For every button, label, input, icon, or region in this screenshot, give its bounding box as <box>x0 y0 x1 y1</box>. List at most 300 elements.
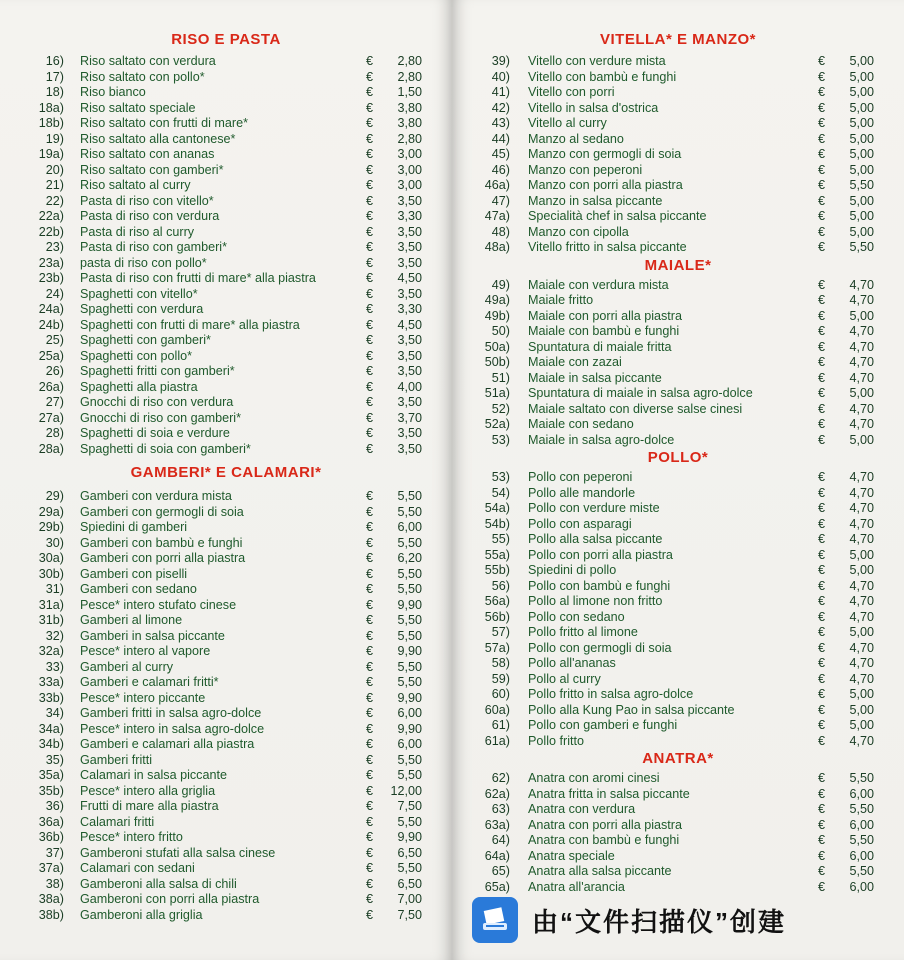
item-name: Calamari in salsa piccante <box>80 768 227 782</box>
item-number: 44) <box>491 131 510 146</box>
item-name: Anatra con verdura <box>528 802 636 816</box>
item-name: Pollo alle mandorle <box>528 485 636 500</box>
item-name: Vitello in salsa d'ostrica <box>528 100 659 115</box>
item-number: 63a) <box>484 817 510 832</box>
currency-symbol: € <box>818 324 826 338</box>
item-name: Spaghetti alla piastra <box>80 379 198 394</box>
item-price: 4,70 <box>849 640 874 655</box>
item-name: Pollo con germogli di soia <box>528 640 672 655</box>
item-number: 18b) <box>38 116 64 130</box>
item-number: 30b) <box>38 566 64 581</box>
menu-item <box>0 349 452 365</box>
menu-item <box>0 660 452 676</box>
menu-item <box>0 380 452 396</box>
currency-symbol: € <box>818 355 826 369</box>
menu-item <box>452 194 904 210</box>
item-number: 64) <box>491 833 510 847</box>
item-name: Spaghetti di soia con gamberi* <box>80 441 251 456</box>
item-number: 34a) <box>38 721 64 736</box>
menu-item <box>452 818 904 834</box>
currency-symbol: € <box>818 687 826 701</box>
menu-item <box>452 85 904 101</box>
currency-symbol: € <box>366 892 374 906</box>
item-number: 31a) <box>38 597 64 612</box>
item-number: 18) <box>45 85 64 99</box>
menu-section <box>452 30 904 256</box>
item-number: 34) <box>45 706 64 720</box>
item-price: 4,70 <box>849 401 874 416</box>
item-name: Gamberi con porri alla piastra <box>80 551 246 565</box>
currency-symbol: € <box>366 907 374 922</box>
currency-symbol: € <box>818 864 826 878</box>
item-number: 22) <box>45 193 64 208</box>
menu-item <box>0 722 452 738</box>
item-number: 29) <box>45 489 64 503</box>
menu-item <box>0 784 452 800</box>
item-price: 5,50 <box>397 582 422 596</box>
item-number: 38b) <box>38 907 64 922</box>
menu-item <box>0 163 452 179</box>
item-price: 5,00 <box>849 193 874 208</box>
menu-item <box>0 613 452 629</box>
item-price: 5,50 <box>397 566 422 581</box>
section-title: VITELLA* E MANZO* <box>599 31 756 48</box>
item-price: 4,70 <box>849 293 874 307</box>
currency-symbol: € <box>366 752 374 767</box>
menu-item <box>0 877 452 893</box>
item-price: 3,00 <box>397 178 422 192</box>
item-price: 5,00 <box>849 702 874 717</box>
menu-item <box>0 598 452 614</box>
item-name: Pollo con sedano <box>528 609 625 624</box>
item-number: 33a) <box>38 675 64 689</box>
item-price: 7,00 <box>397 892 422 906</box>
menu-item <box>0 426 452 442</box>
item-name: Pollo al limone non fritto <box>528 594 663 608</box>
currency-symbol: € <box>366 100 374 115</box>
item-number: 29b) <box>38 520 64 534</box>
currency-symbol: € <box>818 501 826 515</box>
currency-symbol: € <box>366 659 374 674</box>
currency-symbol: € <box>818 833 826 847</box>
item-price: 5,50 <box>849 802 874 816</box>
item-name: Pollo alla salsa piccante <box>528 532 663 546</box>
item-name: Manzo con cipolla <box>528 224 629 239</box>
item-number: 38a) <box>38 892 64 906</box>
menu-item <box>0 364 452 380</box>
item-number: 31) <box>45 582 64 596</box>
item-name: Calamari con sedani <box>80 861 195 875</box>
currency-symbol: € <box>366 348 374 363</box>
item-number: 36b) <box>38 830 64 844</box>
currency-symbol: € <box>366 597 374 612</box>
item-name: Spaghetti con pollo* <box>80 348 193 363</box>
currency-symbol: € <box>366 54 374 68</box>
item-number: 23) <box>45 240 64 254</box>
currency-symbol: € <box>366 799 374 813</box>
item-name: Riso saltato speciale <box>80 100 196 115</box>
item-price: 6,00 <box>849 848 874 863</box>
menu-item <box>452 209 904 225</box>
item-number: 25a) <box>38 348 64 363</box>
currency-symbol: € <box>366 255 374 270</box>
item-name: Riso saltato con pollo* <box>80 69 205 84</box>
item-number: 27) <box>45 395 64 409</box>
item-name: Gnocchi di riso con verdura <box>80 395 234 409</box>
item-name: Anatra con porri alla piastra <box>528 817 683 832</box>
menu-item <box>452 672 904 688</box>
item-number: 63) <box>491 802 510 816</box>
currency-symbol: € <box>366 441 374 456</box>
menu-item <box>0 489 452 505</box>
item-price: 4,70 <box>849 671 874 686</box>
item-price: 9,90 <box>397 690 422 705</box>
item-price: 5,50 <box>849 864 874 878</box>
menu-item <box>452 371 904 387</box>
menu-item <box>452 54 904 70</box>
item-name: Maiale in salsa agro-dolce <box>528 432 675 447</box>
item-name: Gamberi con piselli <box>80 566 188 581</box>
item-price: 6,20 <box>397 551 422 565</box>
item-number: 24) <box>45 286 64 301</box>
item-number: 60) <box>491 687 510 701</box>
menu-item <box>452 293 904 309</box>
item-price: 3,50 <box>397 333 422 347</box>
item-price: 5,00 <box>849 69 874 84</box>
menu-section <box>0 30 452 457</box>
currency-symbol: € <box>366 333 374 347</box>
currency-symbol: € <box>818 277 826 292</box>
item-price: 9,90 <box>397 644 422 658</box>
item-price: 4,70 <box>849 532 874 546</box>
item-price: 3,50 <box>397 426 422 440</box>
menu-item <box>452 355 904 371</box>
item-name: Pesce* intero in salsa agro-dolce <box>80 721 265 736</box>
currency-symbol: € <box>818 116 826 130</box>
currency-symbol: € <box>818 848 826 863</box>
item-price: 5,00 <box>849 432 874 447</box>
item-number: 55) <box>491 532 510 546</box>
watermark-text: 由“文件扫描仪”创建 <box>532 906 787 937</box>
item-price: 5,50 <box>397 535 422 550</box>
menu-item <box>452 687 904 703</box>
item-price: 5,00 <box>849 54 874 68</box>
menu-item <box>0 178 452 194</box>
item-price: 5,00 <box>849 308 874 323</box>
item-number: 56b) <box>484 609 510 624</box>
item-number: 18a) <box>38 100 64 115</box>
menu-item <box>452 833 904 849</box>
currency-symbol: € <box>366 224 374 239</box>
item-price: 3,50 <box>397 286 422 301</box>
currency-symbol: € <box>818 640 826 655</box>
item-name: Riso saltato al curry <box>80 178 191 192</box>
item-name: Spaghetti fritti con gamberi* <box>80 364 235 378</box>
item-number: 28a) <box>38 441 64 456</box>
item-price: 9,90 <box>397 830 422 844</box>
item-name: Gamberi e calamari alla piastra <box>80 737 255 751</box>
menu-item <box>452 278 904 294</box>
item-name: Manzo in salsa piccante <box>528 193 663 208</box>
item-name: Anatra alla salsa piccante <box>528 864 672 878</box>
item-name: Manzo con porri alla piastra <box>528 178 683 192</box>
item-number: 41) <box>491 85 510 99</box>
menu-item <box>0 815 452 831</box>
item-name: Specialità chef in salsa piccante <box>528 209 707 223</box>
item-price: 4,70 <box>849 609 874 624</box>
currency-symbol: € <box>818 563 826 577</box>
item-name: Riso saltato con frutti di mare* <box>80 116 248 130</box>
item-number: 39) <box>491 54 510 68</box>
menu-item <box>0 830 452 846</box>
currency-symbol: € <box>818 386 826 400</box>
item-number: 65) <box>491 864 510 878</box>
currency-symbol: € <box>366 178 374 192</box>
currency-symbol: € <box>818 293 826 307</box>
item-number: 53) <box>491 432 510 447</box>
item-price: 3,50 <box>397 240 422 254</box>
menu-item <box>0 256 452 272</box>
item-number: 33b) <box>38 690 64 705</box>
item-name: Manzo con peperoni <box>528 162 643 177</box>
item-name: Maiale in salsa piccante <box>528 370 662 385</box>
item-name: Pollo con asparagi <box>528 516 632 531</box>
item-price: 6,00 <box>849 786 874 801</box>
currency-symbol: € <box>818 193 826 208</box>
item-number: 24a) <box>38 302 64 316</box>
item-price: 3,00 <box>397 147 422 161</box>
menu-item <box>0 768 452 784</box>
item-number: 46a) <box>484 178 510 192</box>
currency-symbol: € <box>818 417 826 431</box>
item-name: pasta di riso con pollo* <box>80 255 207 270</box>
item-number: 38) <box>45 876 64 891</box>
menu-item <box>452 563 904 579</box>
menu-item <box>452 703 904 719</box>
item-name: Spaghetti con gamberi* <box>80 333 211 347</box>
item-name: Pollo all'ananas <box>528 656 616 670</box>
menu-item <box>452 864 904 880</box>
menu-item <box>0 846 452 862</box>
item-price: 3,70 <box>397 410 422 425</box>
item-price: 5,00 <box>849 386 874 400</box>
item-price: 3,80 <box>397 116 422 130</box>
item-name: Spaghetti di soia e verdure <box>80 426 230 440</box>
menu-item <box>452 610 904 626</box>
item-name: Spuntatura di maiale fritta <box>528 339 672 354</box>
item-name: Pasta di riso con gamberi* <box>80 240 227 254</box>
menu-item <box>452 225 904 241</box>
item-name: Anatra con bambù e funghi <box>528 833 680 847</box>
item-number: 42) <box>491 100 510 115</box>
item-number: 62) <box>491 771 510 785</box>
menu-item <box>0 302 452 318</box>
menu-item <box>0 737 452 753</box>
item-name: Gamberi fritti in salsa agro-dolce <box>80 706 262 720</box>
item-number: 59) <box>491 671 510 686</box>
item-price: 1,50 <box>397 85 422 99</box>
item-number: 29a) <box>38 504 64 519</box>
menu-item <box>0 116 452 132</box>
item-number: 22b) <box>38 224 64 239</box>
item-number: 53) <box>491 470 510 484</box>
currency-symbol: € <box>818 485 826 500</box>
item-number: 60a) <box>484 702 510 717</box>
item-price: 4,70 <box>849 733 874 748</box>
item-number: 28) <box>45 426 64 440</box>
item-price: 4,70 <box>849 578 874 593</box>
item-price: 5,50 <box>397 675 422 689</box>
item-name: Anatra all'arancia <box>528 879 625 894</box>
currency-symbol: € <box>818 54 826 68</box>
item-price: 9,90 <box>397 597 422 612</box>
currency-symbol: € <box>366 69 374 84</box>
item-name: Maiale con verdura mista <box>528 277 669 292</box>
currency-symbol: € <box>818 817 826 832</box>
menu-item <box>0 132 452 148</box>
item-price: 6,00 <box>849 879 874 894</box>
item-price: 5,50 <box>849 771 874 785</box>
item-number: 36a) <box>38 814 64 829</box>
menu-item <box>452 386 904 402</box>
menu-item <box>0 644 452 660</box>
item-number: 58) <box>491 656 510 670</box>
item-number: 20) <box>45 162 64 177</box>
item-number: 54) <box>491 485 510 500</box>
item-name: Gamberoni con porri alla piastra <box>80 892 260 906</box>
item-name: Pollo con gamberi e funghi <box>528 718 678 732</box>
item-number: 32) <box>45 628 64 643</box>
menu-item <box>452 417 904 433</box>
currency-symbol: € <box>818 671 826 686</box>
item-name: Riso saltato alla cantonese* <box>80 131 236 146</box>
item-number: 26) <box>45 364 64 378</box>
menu-item <box>452 433 904 449</box>
item-price: 4,70 <box>849 277 874 292</box>
item-number: 25) <box>45 333 64 347</box>
menu-item <box>0 209 452 225</box>
currency-symbol: € <box>366 706 374 720</box>
item-name: Riso saltato con verdura <box>80 54 216 68</box>
item-price: 4,70 <box>849 656 874 670</box>
currency-symbol: € <box>366 379 374 394</box>
item-name: Calamari fritti <box>80 814 155 829</box>
currency-symbol: € <box>818 516 826 531</box>
menu-item <box>0 567 452 583</box>
item-price: 4,50 <box>397 271 422 285</box>
currency-symbol: € <box>818 401 826 416</box>
item-name: Anatra con aromi cinesi <box>528 771 660 785</box>
item-number: 55a) <box>484 547 510 562</box>
menu-item <box>0 147 452 163</box>
item-price: 6,50 <box>397 876 422 891</box>
item-name: Vitello con verdure mista <box>528 54 666 68</box>
item-number: 22a) <box>38 209 64 223</box>
item-name: Gamberi al curry <box>80 659 174 674</box>
right-column <box>452 0 904 895</box>
item-number: 30a) <box>38 551 64 565</box>
item-number: 30) <box>45 535 64 550</box>
item-price: 4,00 <box>397 379 422 394</box>
item-price: 5,50 <box>397 613 422 627</box>
item-name: Pollo con bambù e funghi <box>528 578 671 593</box>
item-number: 46) <box>491 162 510 177</box>
currency-symbol: € <box>818 100 826 115</box>
menu-item <box>452 132 904 148</box>
item-price: 9,90 <box>397 721 422 736</box>
currency-symbol: € <box>366 582 374 596</box>
menu-section <box>452 256 904 449</box>
menu-item <box>452 656 904 672</box>
menu-section <box>0 457 452 923</box>
item-price: 5,00 <box>849 131 874 146</box>
item-name: Anatra speciale <box>528 848 615 863</box>
item-number: 23a) <box>38 255 64 270</box>
menu-item <box>0 691 452 707</box>
item-name: Spiedini di gamberi <box>80 520 188 534</box>
menu-item <box>0 505 452 521</box>
item-number: 19a) <box>38 147 64 161</box>
item-price: 3,50 <box>397 348 422 363</box>
item-name: Maiale con sedano <box>528 417 634 431</box>
currency-symbol: € <box>818 240 826 254</box>
item-number: 55b) <box>484 563 510 577</box>
currency-symbol: € <box>366 302 374 316</box>
currency-symbol: € <box>366 364 374 378</box>
currency-symbol: € <box>366 675 374 689</box>
currency-symbol: € <box>818 702 826 717</box>
menu-item <box>452 771 904 787</box>
item-price: 2,80 <box>397 54 422 68</box>
menu-item <box>0 582 452 598</box>
currency-symbol: € <box>818 432 826 447</box>
currency-symbol: € <box>366 551 374 565</box>
menu-item <box>452 178 904 194</box>
currency-symbol: € <box>818 162 826 177</box>
menu-item <box>0 706 452 722</box>
item-number: 35b) <box>38 783 64 798</box>
item-number: 54b) <box>484 516 510 531</box>
item-number: 64a) <box>484 848 510 863</box>
currency-symbol: € <box>366 410 374 425</box>
item-number: 37a) <box>38 861 64 875</box>
item-name: Gamberi e calamari fritti* <box>80 675 219 689</box>
item-number: 57a) <box>484 640 510 655</box>
menu-item <box>452 70 904 86</box>
item-name: Riso saltato con gamberi* <box>80 162 224 177</box>
menu-item <box>452 517 904 533</box>
item-number: 37) <box>45 845 64 860</box>
item-price: 6,00 <box>849 817 874 832</box>
menu-item <box>0 287 452 303</box>
menu-item <box>0 54 452 70</box>
menu-item <box>452 101 904 117</box>
currency-symbol: € <box>818 131 826 146</box>
currency-symbol: € <box>366 566 374 581</box>
currency-symbol: € <box>366 85 374 99</box>
currency-symbol: € <box>818 85 826 99</box>
currency-symbol: € <box>818 578 826 593</box>
menu-item <box>452 625 904 641</box>
item-name: Pollo alla Kung Pao in salsa piccante <box>528 702 735 717</box>
currency-symbol: € <box>366 162 374 177</box>
item-price: 5,00 <box>849 224 874 239</box>
item-price: 5,50 <box>397 752 422 767</box>
menu-item <box>452 548 904 564</box>
currency-symbol: € <box>818 147 826 161</box>
item-price: 5,50 <box>397 628 422 643</box>
item-name: Spaghetti con vitello* <box>80 286 198 301</box>
